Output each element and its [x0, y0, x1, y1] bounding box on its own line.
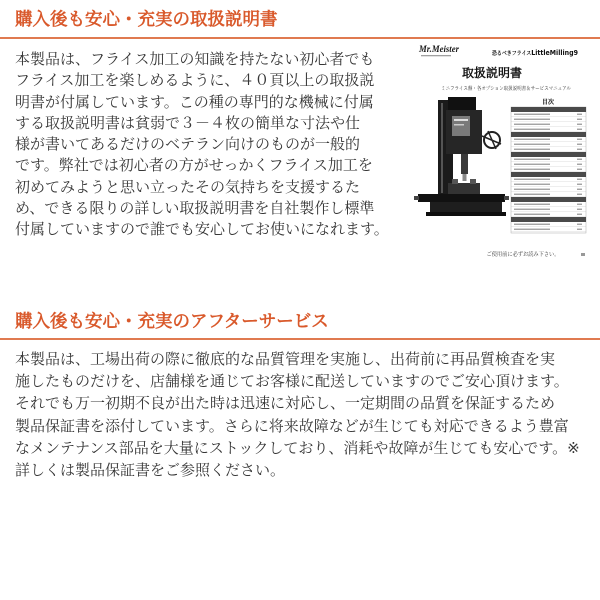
text-line: する取扱説明書は貧弱で３－４枚の簡単な寸法や仕 — [15, 113, 361, 132]
machine-table-handle — [504, 196, 509, 200]
section-heading-after-service: 購入後も安心・充実のアフターサービス — [15, 312, 329, 332]
machine-label-detail — [454, 119, 468, 121]
manual-cover-svg — [408, 40, 593, 268]
text-line: 本製品は、フライス加工の知識を持たない初心者でも — [15, 50, 375, 68]
manual-brand: Mr.Meister — [418, 44, 460, 54]
machine-base-foot — [426, 212, 506, 216]
manual-cover-image — [408, 40, 593, 268]
toc-section-band — [511, 132, 586, 137]
machine-column-highlight — [441, 103, 443, 193]
text-line: フライス加工を楽しめるように、４０頁以上の取扱説 — [15, 71, 375, 90]
manual-toc — [511, 98, 586, 233]
machine-table — [418, 194, 505, 202]
text-line: 施したものだけを、店舗様を通じてお客様に配送していますのでご安心頂けます。 — [15, 372, 569, 391]
machine-table-handle — [414, 196, 419, 200]
text-line: それでも万一初期不良が出た時は迅速に対応し、一定期間の品質を保証するため — [15, 394, 556, 413]
heading-rule — [0, 37, 600, 39]
toc-rows — [511, 107, 586, 233]
heading-rule — [0, 338, 600, 340]
manual-product-prefix: 恐るべきフライス — [492, 51, 536, 57]
manual-product-model: LittleMilling9 — [531, 49, 584, 57]
text-line: なメンテナンス部品を大量にストックしており、消耗や故障が生じても安心です。※ — [15, 438, 580, 457]
text-line: 本製品は、工場出荷の際に徹底的な品質管理を実施し、出荷前に再品質検査を実 — [15, 350, 556, 368]
section-heading-manual: 購入後も安心・充実の取扱説明書 — [15, 10, 278, 30]
manual-title: 取扱説明書 — [461, 66, 523, 80]
text-line: 付属していますので誰でも安心してお使いになれます。 — [15, 220, 389, 239]
after-service-description — [15, 348, 580, 481]
machine-vise-jaw — [470, 179, 476, 184]
toc-section-band — [511, 107, 586, 112]
text-line: 製品保証書を添付しています。さらに将来故障などが生じても対応できるよう豊富 — [15, 416, 569, 435]
machine-base — [430, 202, 502, 213]
machine-label-detail — [454, 124, 464, 126]
manual-brand-tagline — [421, 55, 451, 56]
text-line: め、できる限りの詳しい取扱説明書を自社製作し標準 — [15, 199, 375, 218]
toc-section-band — [511, 152, 586, 157]
toc-section-band — [511, 217, 586, 222]
text-line: 様が書いてあるだけのベテラン向けのものが一般的 — [15, 135, 361, 154]
text-line: 詳しくは製品保証書をご参照ください。 — [15, 460, 286, 479]
text-line: です。弊社では初心者の方がせっかくフライス加工を — [15, 156, 373, 175]
manual-product-name — [492, 49, 584, 57]
manual-toc-heading: 目次 — [541, 99, 555, 106]
machine-vise-jaw — [452, 179, 458, 184]
machine-motor — [448, 97, 476, 111]
text-line: 明書が付属しています。この種の専門的な機械に付属 — [15, 92, 374, 111]
manual-page-number — [581, 253, 585, 256]
machine-spindle — [461, 154, 468, 174]
manual-subtitle: ミニフライス盤・各オプション取扱説明書＆サービスマニュアル — [441, 86, 586, 92]
machine-tool — [463, 174, 467, 181]
manual-footer-note: ご使用前に必ずお読み下さい。 — [486, 252, 564, 258]
toc-section-band — [511, 172, 586, 177]
manual-description — [15, 49, 389, 241]
machine-vise — [448, 183, 480, 194]
text-line: 初めてみようと思い立ったその気持ちを支援するた — [15, 177, 361, 196]
toc-section-band — [511, 197, 586, 202]
